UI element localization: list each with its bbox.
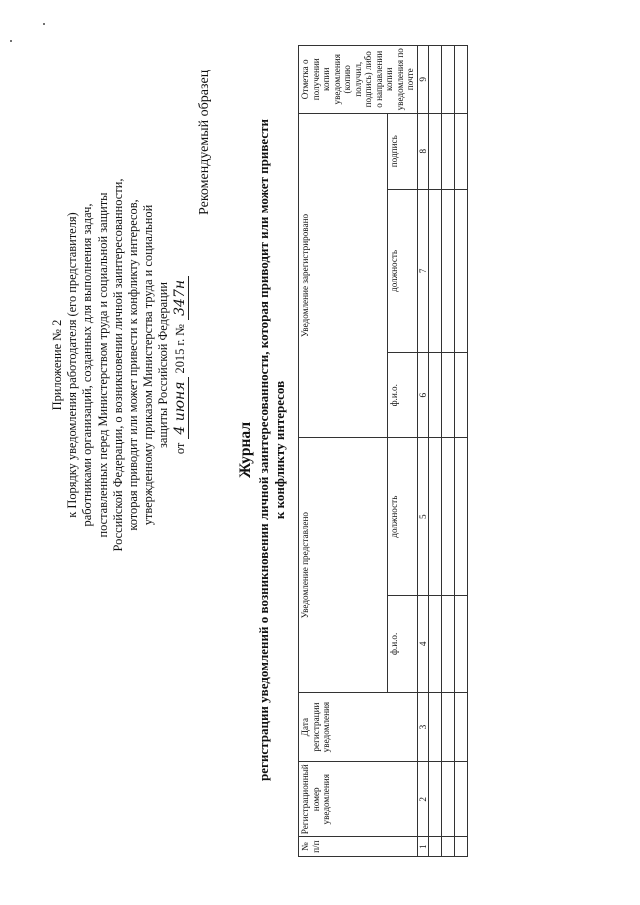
appendix-line: утвержденному приказом Министерства труда и социальной [141, 204, 156, 526]
subheader-fio: ф.и.о. [388, 595, 418, 692]
table-cell [455, 189, 468, 352]
registration-journal-table [298, 45, 468, 857]
handwritten-order-number: 347н [173, 276, 189, 320]
table-cell [455, 837, 468, 857]
appendix-line: к Порядку уведомления работодателя (его представителя) [65, 212, 80, 518]
recommended-sample-label: Рекомендуемый образец [197, 69, 212, 215]
appendix-block [50, 155, 189, 575]
table-cell [429, 46, 442, 114]
header-registered: Уведомление зарегистрировано [299, 113, 388, 438]
appendix-line: защиты Российской Федерации [156, 281, 171, 449]
header-reg-date: Дата регистрации уведомления [299, 692, 418, 761]
table-cell [455, 352, 468, 438]
header-copy-mark: Отметка о получении копии уведомления (копию получил, подпись) либо о направлении копии уведомления по почте [299, 46, 418, 114]
header-submitted: Уведомление представлено [299, 438, 388, 692]
column-number-row [417, 46, 429, 857]
table-cell [429, 189, 442, 352]
column-number: 8 [417, 113, 429, 189]
column-number: 1 [417, 837, 429, 857]
table-cell [429, 438, 442, 595]
table-cell [429, 352, 442, 438]
appendix-line: Приложение № 2 [50, 319, 64, 411]
order-date-line [173, 155, 189, 575]
table-cell [442, 189, 455, 352]
appendix-line: Российской Федерации, о возникновении личной заинтересованности, [110, 178, 125, 552]
subheader-signature: подпись [388, 113, 418, 189]
table-cell [442, 595, 455, 692]
table-cell [442, 438, 455, 595]
journal-heading: Журнал [237, 421, 254, 479]
handwritten-date: 4 июня [173, 377, 189, 438]
journal-subtitle-line2: к конфликту интересов [272, 380, 287, 520]
table-cell [455, 595, 468, 692]
table-cell [429, 692, 442, 761]
table-row [442, 46, 455, 857]
year-text: 2015 г. № [173, 323, 188, 374]
table-header-row [299, 46, 388, 857]
table-cell [455, 113, 468, 189]
subheader-position: должность [388, 438, 418, 595]
header-no: № п/п [299, 837, 418, 857]
table-cell [429, 762, 442, 837]
table-cell [429, 113, 442, 189]
date-prefix: от [173, 442, 188, 455]
table-cell [442, 762, 455, 837]
table-row [429, 46, 442, 857]
table-cell [455, 762, 468, 837]
subheader-position: должность [388, 189, 418, 352]
table-cell [455, 438, 468, 595]
table-cell [442, 352, 455, 438]
column-number: 3 [417, 692, 429, 761]
header-reg-number: Регистрационный номер уведомления [299, 762, 418, 837]
column-number: 2 [417, 762, 429, 837]
table-cell [455, 46, 468, 114]
subheader-fio: ф.и.о. [388, 352, 418, 438]
journal-subtitle-line1: регистрации уведомлений о возникновении личной заинтересованности, которая приводит или может привести [256, 119, 271, 781]
table-cell [442, 692, 455, 761]
table-cell [429, 837, 442, 857]
table-row [455, 46, 468, 857]
column-number: 9 [417, 46, 429, 114]
appendix-line: поставленных перед Министерством труда и социальной защиты [95, 192, 110, 538]
table-cell [442, 113, 455, 189]
table-cell [429, 595, 442, 692]
table-cell [442, 837, 455, 857]
column-number: 7 [417, 189, 429, 352]
column-number: 6 [417, 352, 429, 438]
column-number: 5 [417, 438, 429, 595]
column-number: 4 [417, 595, 429, 692]
journal-title [238, 15, 288, 885]
table-cell [455, 692, 468, 761]
appendix-line: работниками организаций, созданных для выполнения задач, [80, 203, 95, 527]
table-cell [442, 46, 455, 114]
appendix-line: которая приводит или может привести к конфликту интересов, [126, 199, 141, 531]
